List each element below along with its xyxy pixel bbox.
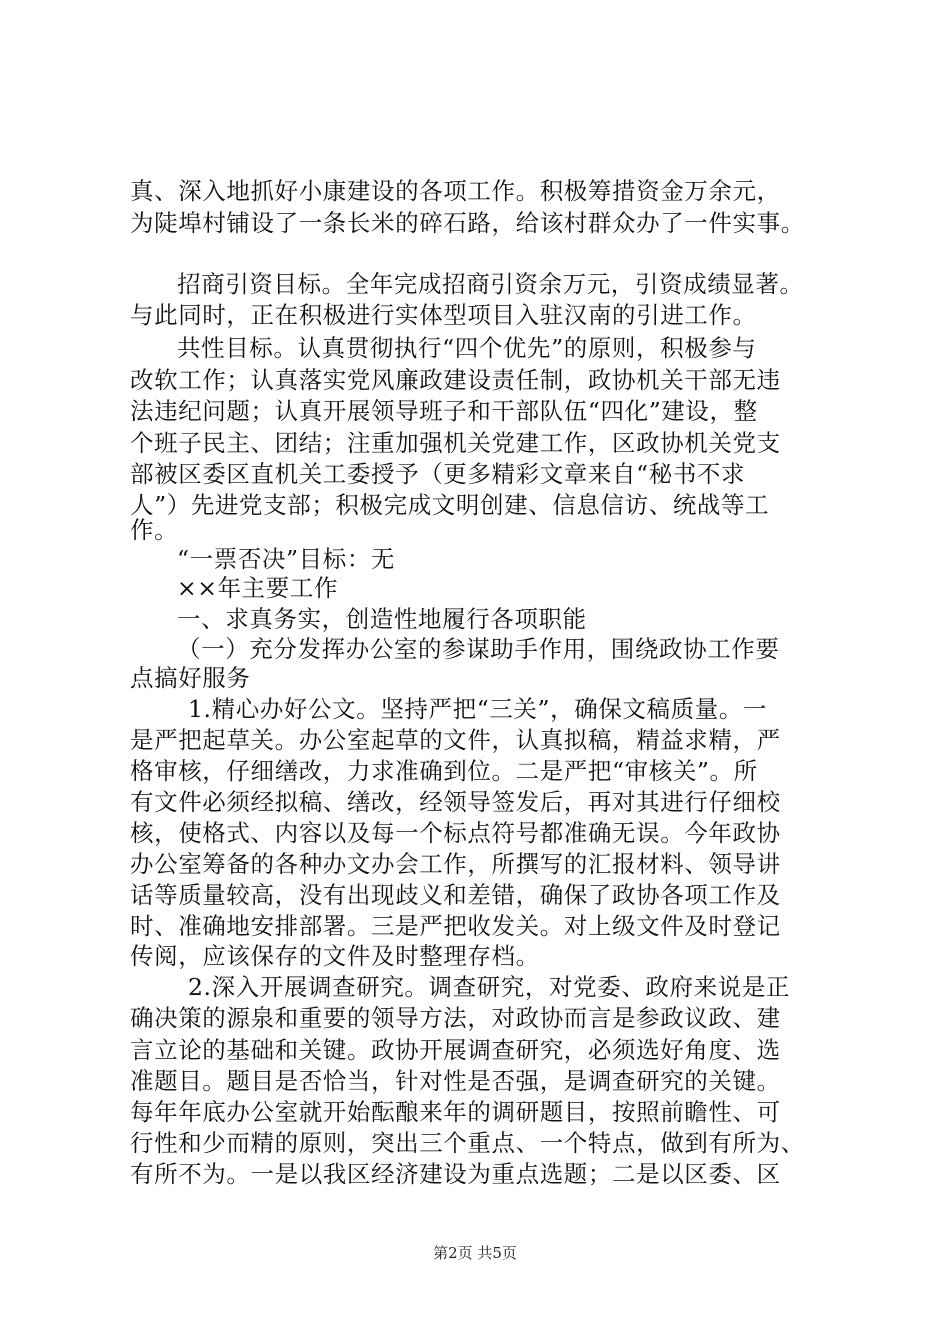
text-line: 真、深入地抓好小康建设的各项工作。积极筹措资金万余元， bbox=[130, 177, 781, 205]
text-line: （一）充分发挥办公室的参谋助手作用，围绕政协工作要 bbox=[177, 635, 780, 663]
text-line: 行性和少而精的原则，突出三个重点、一个特点，做到有所为、 bbox=[130, 1129, 805, 1157]
text-line: 与此同时，正在积极进行实体型项目入驻汉南的引进工作。 bbox=[130, 301, 757, 329]
text-line: 个班子民主、团结；注重加强机关党建工作，区政协机关党支 bbox=[130, 429, 781, 457]
text-line: 每年年底办公室就开始酝酿来年的调研题目，按照前瞻性、可 bbox=[130, 1098, 781, 1126]
text-line: 时、准确地安排部署。三是严把收发关。对上级文件及时登记 bbox=[130, 912, 781, 940]
text-line: 格审核，仔细缮改，力求准确到位。二是严把“审核关”。所 bbox=[130, 757, 758, 785]
text-line: 确决策的源泉和重要的领导方法，对政协而言是参政议政、建 bbox=[130, 1004, 781, 1032]
text-line: 有所不为。一是以我区经济建设为重点选题；二是以区委、区 bbox=[130, 1160, 781, 1188]
text-line: 办公室筹备的各种办文办会工作，所撰写的汇报材料、领导讲 bbox=[130, 850, 781, 878]
text-line: 2.深入开展调查研究。调查研究，对党委、政府来说是正 bbox=[188, 973, 791, 1001]
text-line: 准题目。题目是否恰当，针对性是否强，是调查研究的关键。 bbox=[130, 1067, 781, 1095]
text-line: 点搞好服务 bbox=[130, 664, 251, 692]
text-line: 核，使格式、内容以及每一个标点符号都准确无误。今年政协 bbox=[130, 819, 781, 847]
text-line: 话等质量较高，没有出现歧义和差错，确保了政协各项工作及 bbox=[130, 881, 781, 909]
text-line: 作。 bbox=[130, 516, 179, 544]
text-line: 部被区委区直机关工委授予（更多精彩文章来自“秘书不求 bbox=[130, 460, 746, 488]
text-line: 改软工作；认真落实党风廉政建设责任制，政协机关干部无违 bbox=[130, 366, 781, 394]
text-line: 有文件必须经拟稿、缮改，经领导签发后，再对其进行仔细校 bbox=[130, 788, 781, 816]
text-line: 共性目标。认真贯彻执行“四个优先”的原则，积极参与 bbox=[177, 334, 757, 362]
text-line: 法违纪问题；认真开展领导班子和干部队伍“四化”建设，整 bbox=[130, 397, 758, 425]
text-line: 传阅，应该保存的文件及时整理存档。 bbox=[130, 942, 540, 970]
text-line: 为陡埠村铺设了一条长米的碎石路，给该村群众办了一件实事。 bbox=[130, 209, 805, 237]
text-line: ××年主要工作 bbox=[177, 574, 339, 602]
text-line: 1.精心办好公文。坚持严把“三关”，确保文稿质量。一 bbox=[188, 695, 768, 723]
text-line: “一票否决”目标：无 bbox=[177, 545, 396, 573]
text-line: 招商引资目标。全年完成招商引资余万元，引资成绩显著。 bbox=[177, 270, 804, 298]
text-line: 言立论的基础和关键。政协开展调查研究，必须选好角度、选 bbox=[130, 1036, 781, 1064]
text-line: 一、求真务实，创造性地履行各项职能 bbox=[177, 605, 587, 633]
text-line: 人”）先进党支部；积极完成文明创建、信息信访、统战等工 bbox=[130, 491, 770, 519]
page-number-footer: 第2页 共5页 bbox=[433, 1244, 517, 1262]
text-line: 是严把起草关。办公室起草的文件，认真拟稿，精益求精，严 bbox=[130, 726, 781, 754]
